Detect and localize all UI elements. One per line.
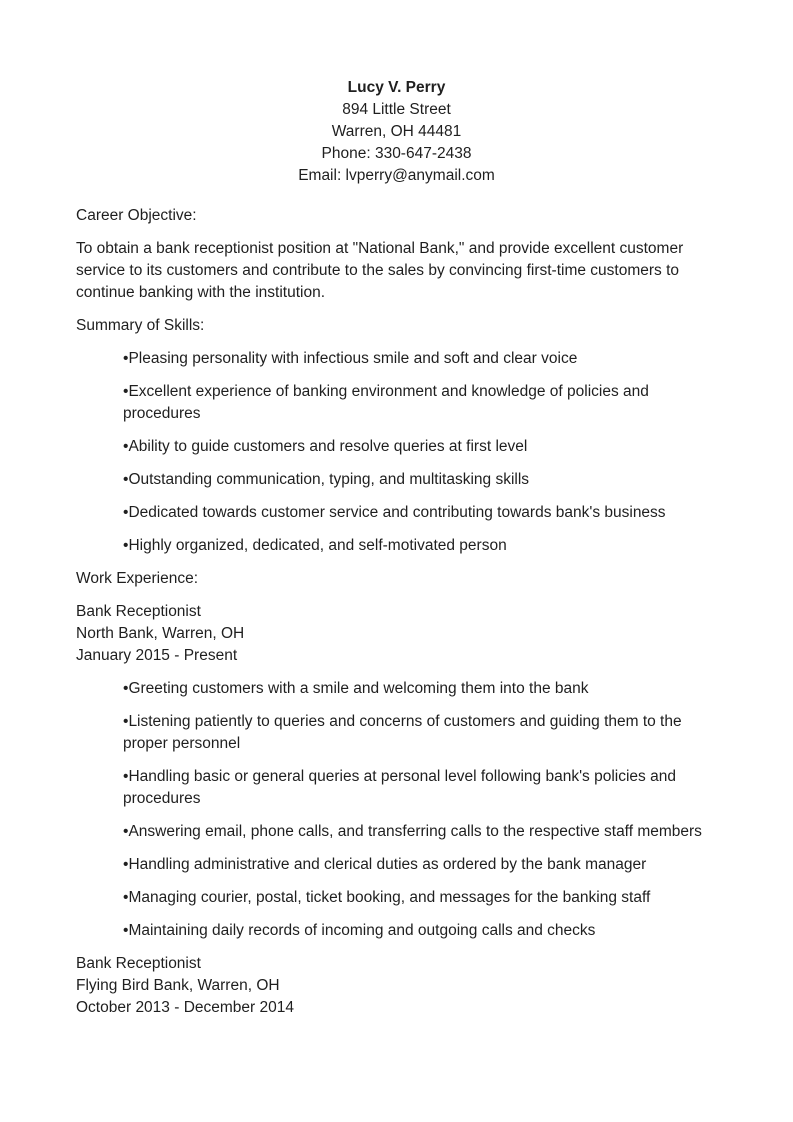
duty-text: Listening patiently to queries and concerns of customers and guiding them to the proper personnel [123, 713, 682, 752]
duty-item [123, 678, 706, 700]
bullet-icon: • [123, 383, 129, 400]
skill-item [123, 436, 706, 458]
bullet-icon: • [123, 713, 129, 730]
duty-item [123, 821, 706, 843]
bullet-icon: • [123, 504, 129, 521]
duty-item [123, 711, 706, 755]
email-line: Email: lvperry@anymail.com [298, 167, 495, 184]
skill-text: Highly organized, dedicated, and self-motivated person [128, 537, 507, 554]
skill-item [123, 502, 706, 524]
job-entry [76, 601, 706, 667]
duty-item [123, 854, 706, 876]
bullet-icon: • [123, 471, 129, 488]
duty-text: Handling basic or general queries at personal level following bank's policies and procedures [123, 768, 676, 807]
duty-text: Answering email, phone calls, and transferring calls to the respective staff members [128, 823, 702, 840]
job-entry [76, 953, 706, 1019]
bullet-icon: • [123, 680, 129, 697]
bullet-icon: • [123, 537, 129, 554]
duty-text: Handling administrative and clerical duties as ordered by the bank manager [128, 856, 647, 873]
job-dates: January 2015 - Present [76, 647, 238, 664]
resume-body [76, 205, 706, 1030]
phone-line: Phone: 330-647-2438 [321, 145, 472, 162]
job-company: Flying Bird Bank, Warren, OH [76, 977, 280, 994]
bullet-icon: • [123, 856, 129, 873]
duty-item [123, 766, 706, 810]
job-title: Bank Receptionist [76, 603, 201, 620]
skill-item [123, 535, 706, 557]
duty-text: Maintaining daily records of incoming and outgoing calls and checks [128, 922, 596, 939]
bullet-icon: • [123, 889, 129, 906]
address-line-1: 894 Little Street [342, 101, 451, 118]
bullet-icon: • [123, 823, 129, 840]
bullet-icon: • [123, 768, 129, 785]
address-line-2: Warren, OH 44481 [331, 123, 462, 140]
skill-item [123, 348, 706, 370]
duty-item [123, 887, 706, 909]
candidate-name: Lucy V. Perry [347, 79, 446, 96]
job-title: Bank Receptionist [76, 955, 201, 972]
duty-text: Managing courier, postal, ticket booking, and messages for the banking staff [128, 889, 651, 906]
job-dates: October 2013 - December 2014 [76, 999, 294, 1016]
skill-item [123, 469, 706, 491]
objective-text: To obtain a bank receptionist position at "National Bank," and provide excellent customer service to its customers and contribute to the sales by convincing first-time customers to continue banking with the institution. [76, 240, 684, 301]
skill-text: Outstanding communication, typing, and multitasking skills [128, 471, 530, 488]
bullet-icon: • [123, 922, 129, 939]
duty-text: Greeting customers with a smile and welcoming them into the bank [128, 680, 589, 697]
resume-header [0, 77, 793, 187]
duty-item [123, 920, 706, 942]
skills-heading: Summary of Skills: [76, 317, 205, 334]
skill-text: Pleasing personality with infectious smile and soft and clear voice [128, 350, 578, 367]
skill-text: Dedicated towards customer service and contributing towards bank's business [128, 504, 666, 521]
skills-list [123, 348, 706, 557]
objective-heading: Career Objective: [76, 207, 197, 224]
experience-heading: Work Experience: [76, 570, 199, 587]
bullet-icon: • [123, 350, 129, 367]
skill-text: Excellent experience of banking environment and knowledge of policies and procedures [123, 383, 649, 422]
skill-text: Ability to guide customers and resolve queries at first level [128, 438, 528, 455]
skill-item [123, 381, 706, 425]
job-duties-list [123, 678, 706, 942]
job-company: North Bank, Warren, OH [76, 625, 245, 642]
bullet-icon: • [123, 438, 129, 455]
